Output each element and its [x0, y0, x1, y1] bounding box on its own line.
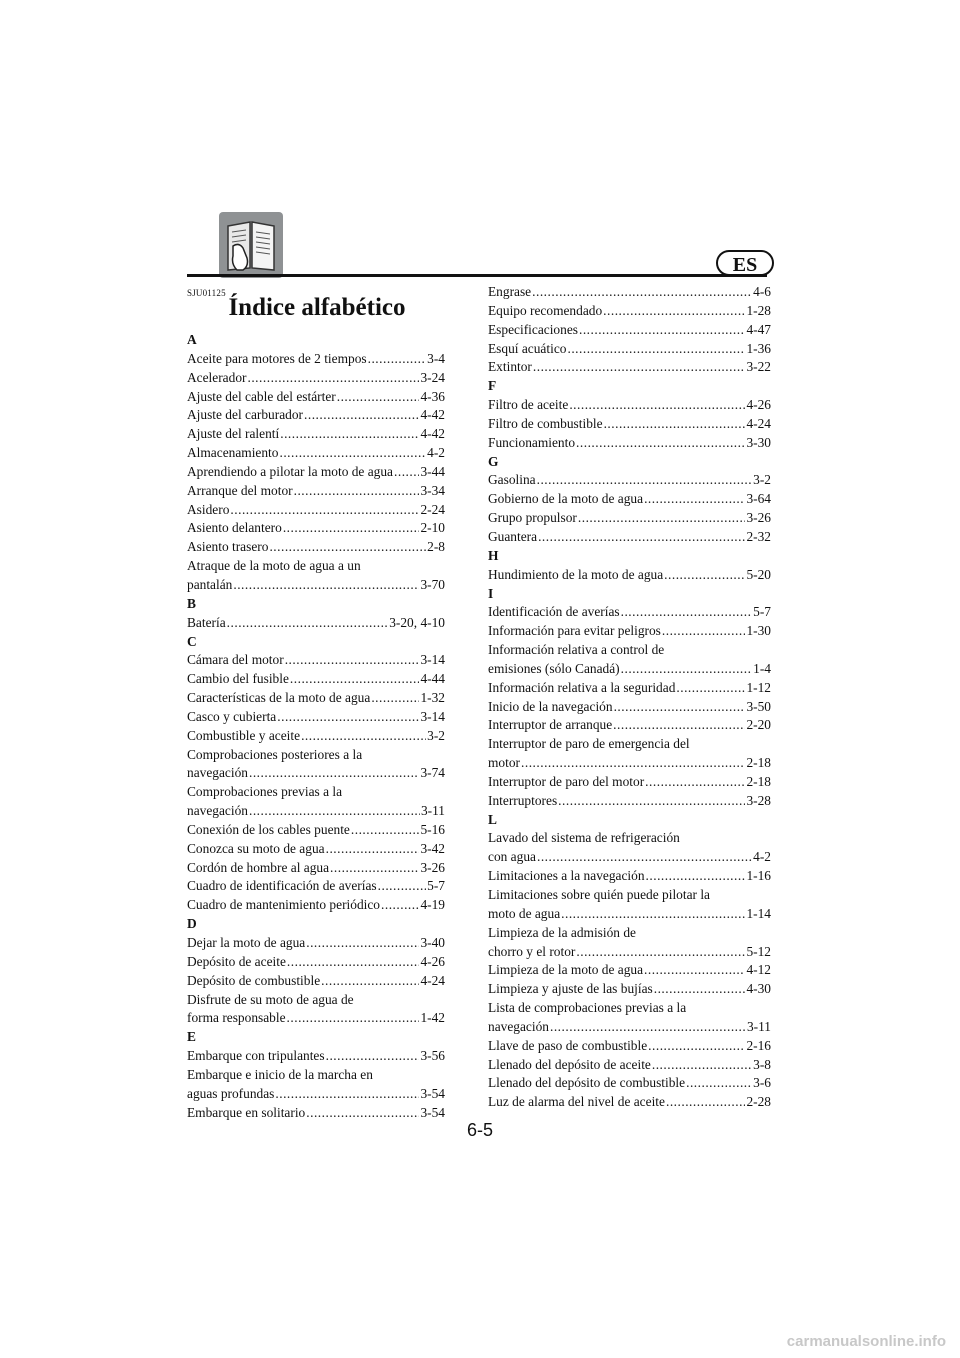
- dot-leader: [666, 1093, 745, 1112]
- index-entry-text: Limpieza y ajuste de las bujías: [488, 981, 653, 997]
- index-entry: [187, 877, 445, 896]
- dot-leader: [537, 848, 752, 867]
- index-entry-page: 4-2: [427, 445, 445, 461]
- index-entry-page: 3-28: [746, 792, 771, 808]
- index-entry-page: 5-12: [746, 943, 771, 959]
- index-entry-text: Embarque con tripulantes: [187, 1048, 325, 1064]
- index-entry: [187, 708, 445, 727]
- index-entry: [488, 528, 771, 547]
- page-title: Índice alfabético: [228, 294, 406, 321]
- index-entry-page: 3-20, 4-10: [389, 614, 445, 630]
- index-entry: [488, 905, 771, 924]
- index-entry: [187, 1009, 445, 1028]
- index-entry: [488, 302, 771, 321]
- index-entry-page: 1-16: [746, 868, 771, 884]
- index-entry: [187, 670, 445, 689]
- language-badge: ES: [716, 250, 774, 276]
- header-rule: [187, 274, 767, 277]
- dot-leader: [275, 1085, 419, 1104]
- index-entry-line: Comprobaciones previas a la: [187, 784, 343, 800]
- index-entry-line: Información relativa a control de: [488, 642, 665, 658]
- dot-leader: [533, 358, 746, 377]
- index-entry-page: 5-7: [427, 878, 445, 894]
- index-entry-line: Disfrute de su moto de agua de: [187, 991, 354, 1007]
- index-entry-text: Cambio del fusible: [187, 671, 289, 687]
- index-entry-page: 3-40: [420, 935, 445, 950]
- index-entry: [488, 848, 771, 867]
- index-entry-text: Esquí acuático: [488, 340, 567, 356]
- index-entry-page: 5-20: [746, 566, 771, 582]
- dot-leader: [621, 660, 752, 679]
- index-entry-text: Asidero: [187, 501, 230, 517]
- index-entry-text: Arranque del motor: [187, 482, 293, 498]
- index-entry: [187, 444, 445, 463]
- index-entry-text: aguas profundas: [187, 1085, 275, 1101]
- index-entry-text: navegación: [187, 803, 248, 819]
- dot-leader: [578, 509, 746, 528]
- dot-leader: [294, 482, 420, 501]
- index-entry-page: 2-8: [427, 539, 445, 555]
- index-entry-text: Hundimiento de la moto de agua: [488, 566, 664, 582]
- index-letter-heading: H: [488, 547, 499, 563]
- index-entry: [187, 840, 445, 859]
- index-entry-text: Características de la moto de agua: [187, 690, 371, 706]
- dot-leader: [537, 471, 753, 490]
- index-entry-page: 4-44: [420, 671, 445, 687]
- index-entry: [187, 614, 445, 633]
- index-entry-page: 3-44: [420, 463, 445, 479]
- index-entry-page: 1-42: [420, 1010, 445, 1026]
- index-entry-text: Dejar la moto de agua: [187, 935, 306, 950]
- index-entry: [187, 388, 445, 407]
- index-entry-text: Ajuste del ralentí: [187, 426, 280, 442]
- index-entry-text: Grupo propulsor: [488, 510, 577, 526]
- index-entry: [488, 622, 771, 641]
- index-entry-page: 2-16: [746, 1037, 771, 1053]
- index-entry-page: 4-36: [420, 388, 445, 404]
- index-entry-text: Filtro de aceite: [488, 397, 569, 413]
- index-entry-line: Limpieza de la admisión de: [488, 924, 636, 940]
- index-letter-heading: B: [187, 595, 196, 611]
- dot-leader: [337, 388, 420, 407]
- index-entry-page: 4-42: [420, 426, 445, 442]
- index-entry-page: 4-26: [420, 953, 445, 969]
- index-entry: [187, 425, 445, 444]
- index-entry: [187, 764, 445, 783]
- dot-leader: [279, 444, 426, 463]
- index-entry: [187, 350, 445, 369]
- index-entry-page: 4-24: [420, 972, 445, 988]
- index-entry-text: Interruptor de arranque: [488, 717, 613, 733]
- index-entry-line: Comprobaciones posteriores a la: [187, 746, 363, 762]
- index-entry-text: pantalán: [187, 576, 233, 592]
- manual-book-icon: [219, 212, 283, 278]
- index-entry-text: Luz de alarma del nivel de aceite: [488, 1094, 665, 1110]
- index-entry-text: Cordón de hombre al agua: [187, 859, 330, 875]
- index-entry: [488, 660, 771, 679]
- index-entry: [488, 490, 771, 509]
- index-entry-text: Limpieza de la moto de agua: [488, 962, 644, 978]
- index-entry-text: Asiento trasero: [187, 539, 269, 555]
- index-entry-page: 1-4: [753, 660, 771, 676]
- dot-leader: [569, 396, 745, 415]
- index-entry-text: Cuadro de identificación de averías: [187, 878, 377, 894]
- index-entry: [488, 283, 771, 302]
- index-entry: [187, 802, 445, 821]
- index-entry-page: 4-24: [746, 415, 771, 431]
- index-entry: [488, 698, 771, 717]
- index-entry-page: 3-34: [420, 482, 445, 498]
- index-entry-page: 3-50: [746, 698, 771, 714]
- index-entry-text: Gasolina: [488, 472, 536, 488]
- index-entry: [488, 961, 771, 980]
- index-entry: [488, 358, 771, 377]
- index-entry-page: 2-20: [746, 717, 771, 733]
- index-entry-text: Embarque en solitario: [187, 1104, 306, 1120]
- index-entry-page: 3-74: [420, 765, 445, 781]
- index-entry: [488, 471, 771, 490]
- index-entry: [187, 519, 445, 538]
- dot-leader: [321, 972, 419, 991]
- index-entry: [187, 538, 445, 557]
- dot-leader: [351, 821, 420, 840]
- index-entry: [187, 934, 445, 953]
- index-entry-text: Aprendiendo a pilotar la moto de agua: [187, 463, 393, 479]
- dot-leader: [621, 603, 753, 622]
- index-entry-page: 3-6: [753, 1075, 771, 1091]
- index-entry-text: Inicio de la navegación: [488, 698, 613, 714]
- index-entry: [488, 943, 771, 962]
- index-entry: [488, 340, 771, 359]
- index-entry-page: 3-24: [420, 369, 445, 385]
- dot-leader: [287, 953, 420, 972]
- index-entry: [187, 689, 445, 708]
- index-column-right: [488, 283, 771, 1112]
- dot-leader: [304, 406, 419, 425]
- document-code: SJU01125: [187, 288, 226, 298]
- index-entry-text: Gobierno de la moto de agua: [488, 491, 644, 507]
- index-entry-page: 4-6: [753, 284, 771, 299]
- index-entry-page: 1-32: [420, 690, 445, 706]
- index-entry-page: 2-24: [420, 501, 445, 517]
- index-entry-page: 3-2: [427, 727, 445, 743]
- index-entry: [488, 679, 771, 698]
- index-entry-text: Almacenamiento: [187, 445, 279, 461]
- index-letter-heading: A: [187, 332, 197, 347]
- index-entry-text: Ajuste del cable del estárter: [187, 388, 336, 404]
- index-entry-page: 4-19: [420, 897, 445, 913]
- index-entry-text: Cuadro de mantenimiento periódico: [187, 897, 380, 913]
- index-entry-page: 4-12: [746, 962, 771, 978]
- index-entry: [187, 576, 445, 595]
- index-entry-page: 3-14: [420, 652, 445, 668]
- dot-leader: [613, 716, 745, 735]
- index-entry: [488, 1056, 771, 1075]
- index-letter-heading: D: [187, 916, 197, 932]
- index-entry: [187, 406, 445, 425]
- index-entry-page: 3-56: [420, 1048, 445, 1064]
- index-entry: [187, 501, 445, 520]
- dot-leader: [676, 679, 745, 698]
- index-entry-page: 3-54: [420, 1085, 445, 1101]
- index-entry-text: Filtro de combustible: [488, 415, 603, 431]
- index-entry-text: Identificación de averías: [488, 604, 620, 620]
- index-entry-page: 3-70: [420, 576, 445, 592]
- index-entry-text: Interruptor de paro del motor: [488, 773, 645, 789]
- index-entry: [488, 773, 771, 792]
- index-entry-text: Llave de paso de combustible: [488, 1037, 648, 1053]
- index-entry-page: 3-8: [753, 1056, 771, 1072]
- dot-leader: [579, 321, 745, 340]
- index-entry: [187, 972, 445, 991]
- index-entry-page: 3-22: [746, 359, 771, 375]
- index-entry: [187, 369, 445, 388]
- index-entry: [187, 651, 445, 670]
- dot-leader: [654, 980, 746, 999]
- index-entry: [187, 727, 445, 746]
- dot-leader: [646, 867, 746, 886]
- index-entry: [187, 1085, 445, 1104]
- index-entry-page: 4-26: [746, 397, 771, 413]
- dot-leader: [381, 896, 419, 915]
- index-entry-line: Lista de comprobaciones previas a la: [488, 1000, 687, 1016]
- index-entry: [488, 509, 771, 528]
- index-letter-heading: I: [488, 585, 494, 601]
- index-entry-page: 1-36: [746, 340, 771, 356]
- index-entry: [187, 953, 445, 972]
- watermark: carmanualsonline.info: [786, 1333, 946, 1350]
- index-entry: [488, 1018, 771, 1037]
- index-entry-text: Limitaciones a la navegación: [488, 868, 645, 884]
- dot-leader: [603, 302, 745, 321]
- index-entry-text: Depósito de combustible: [187, 972, 321, 988]
- index-letter-heading: F: [488, 378, 497, 394]
- index-entry-page: 3-42: [420, 840, 445, 856]
- index-entry-page: 4-2: [753, 849, 771, 865]
- index-entry-line: Interruptor de paro de emergencia del: [488, 736, 690, 752]
- page-number: 6-5: [466, 1120, 493, 1140]
- index-entry-text: Conexión de los cables puente: [187, 821, 350, 837]
- index-entry: [187, 463, 445, 482]
- dot-leader: [269, 538, 426, 557]
- dot-leader: [576, 943, 745, 962]
- index-entry: [488, 396, 771, 415]
- index-entry-text: Depósito de aceite: [187, 953, 286, 969]
- index-entry: [187, 482, 445, 501]
- dot-leader: [561, 905, 745, 924]
- index-entry-page: 3-26: [746, 510, 771, 526]
- index-letter-heading: L: [488, 811, 497, 827]
- dot-leader: [280, 425, 419, 444]
- dot-leader: [290, 670, 420, 689]
- index-entry-text: Guantera: [488, 528, 538, 544]
- dot-leader: [287, 1009, 420, 1028]
- index-entry-page: 2-18: [746, 773, 771, 789]
- dot-leader: [227, 614, 389, 633]
- index-entry-page: 3-2: [753, 472, 771, 488]
- index-entry-page: 4-47: [746, 321, 771, 337]
- index-entry-text: Ajuste del carburador: [187, 407, 304, 423]
- index-entry: [488, 415, 771, 434]
- dot-leader: [368, 350, 427, 369]
- index-entry: [488, 867, 771, 886]
- index-column-left: [187, 331, 445, 1122]
- dot-leader: [249, 802, 420, 821]
- index-entry-page: 3-14: [420, 708, 445, 724]
- index-entry-text: chorro y el rotor: [488, 943, 576, 959]
- dot-leader: [604, 415, 746, 434]
- index-entry-page: 5-16: [420, 821, 445, 837]
- index-entry-page: 4-42: [420, 407, 445, 423]
- index-entry-text: Interruptores: [488, 792, 558, 808]
- index-entry: [488, 1074, 771, 1093]
- index-entry-text: motor: [488, 755, 520, 771]
- dot-leader: [521, 754, 745, 773]
- index-entry-text: Funcionamiento: [488, 434, 576, 450]
- dot-leader: [686, 1074, 752, 1093]
- index-entry-page: 3-4: [427, 350, 445, 366]
- index-entry-page: 5-7: [753, 604, 771, 620]
- index-entry-line: Lavado del sistema de refrigeración: [488, 830, 680, 846]
- index-entry-page: 1-12: [746, 679, 771, 695]
- dot-leader: [550, 1018, 746, 1037]
- index-entry-page: 3-26: [420, 859, 445, 875]
- dot-leader: [664, 566, 745, 585]
- index-entry-text: Asiento delantero: [187, 520, 282, 536]
- index-entry-text: Especificaciones: [488, 321, 578, 337]
- dot-leader: [576, 434, 745, 453]
- dot-leader: [285, 651, 420, 670]
- index-entry-page: 3-30: [746, 434, 771, 450]
- index-entry: [488, 716, 771, 735]
- index-entry: [488, 1037, 771, 1056]
- index-entry-text: Información para evitar peligros: [488, 623, 661, 639]
- index-entry: [488, 434, 771, 453]
- index-entry-line: Atraque de la moto de agua a un: [187, 558, 361, 574]
- index-entry-text: Conozca su moto de agua: [187, 840, 325, 856]
- index-entry-text: con agua: [488, 849, 536, 865]
- index-entry: [187, 896, 445, 915]
- dot-leader: [301, 727, 426, 746]
- index-entry-page: 3-64: [746, 491, 771, 507]
- index-entry-page: 4-30: [746, 981, 771, 997]
- index-entry: [187, 821, 445, 840]
- index-entry-text: Equipo recomendado: [488, 302, 603, 318]
- index-letter-heading: E: [187, 1029, 196, 1045]
- index-entry-page: 3-11: [746, 1018, 771, 1034]
- dot-leader: [532, 283, 752, 302]
- dot-leader: [644, 490, 745, 509]
- dot-leader: [326, 840, 420, 859]
- index-entry-text: Aceite para motores de 2 tiempos: [187, 350, 367, 366]
- index-entry: [488, 980, 771, 999]
- index-entry-line: Embarque e inicio de la marcha en: [187, 1066, 373, 1082]
- index-entry-text: navegación: [488, 1018, 549, 1034]
- index-entry-page: 2-18: [746, 755, 771, 771]
- index-entry: [187, 1047, 445, 1066]
- index-entry: [488, 566, 771, 585]
- index-entry-text: forma responsable: [187, 1010, 286, 1026]
- dot-leader: [277, 708, 419, 727]
- dot-leader: [652, 1056, 752, 1075]
- dot-leader: [306, 934, 419, 953]
- index-entry-page: 2-10: [420, 520, 445, 536]
- index-entry-page: 1-28: [746, 302, 771, 318]
- index-entry: [488, 1093, 771, 1112]
- index-entry-line: Limitaciones sobre quién puede pilotar la: [488, 887, 710, 902]
- dot-leader: [558, 792, 745, 811]
- index-entry-text: Información relativa a la seguridad: [488, 679, 676, 695]
- index-entry-text: emisiones (sólo Canadá): [488, 660, 620, 676]
- dot-leader: [283, 519, 420, 538]
- dot-leader: [330, 859, 419, 878]
- dot-leader: [394, 463, 419, 482]
- dot-leader: [538, 528, 745, 547]
- index-entry-page: 2-32: [746, 528, 771, 544]
- index-entry-page: 3-11: [420, 803, 445, 819]
- index-entry-text: Casco y cubierta: [187, 708, 277, 724]
- index-entry: [488, 792, 771, 811]
- index-entry-text: navegación: [187, 765, 248, 781]
- dot-leader: [662, 622, 746, 641]
- index-entry-text: moto de agua: [488, 905, 561, 921]
- index-entry-text: Batería: [187, 614, 226, 630]
- index-entry: [488, 603, 771, 622]
- dot-leader: [326, 1047, 420, 1066]
- index-entry-text: Extintor: [488, 359, 532, 375]
- index-entry-text: Cámara del motor: [187, 652, 284, 668]
- dot-leader: [249, 764, 419, 783]
- dot-leader: [644, 961, 745, 980]
- index-letter-heading: G: [488, 453, 499, 469]
- index-entry-text: Engrase: [488, 284, 532, 299]
- index-entry-text: Llenado del depósito de combustible: [488, 1075, 686, 1091]
- index-entry: [187, 859, 445, 878]
- dot-leader: [614, 698, 746, 717]
- dot-leader: [645, 773, 745, 792]
- index-entry-page: 2-28: [746, 1094, 771, 1110]
- dot-leader: [567, 340, 745, 359]
- index-entry: [488, 321, 771, 340]
- dot-leader: [648, 1037, 745, 1056]
- index-entry-text: Acelerador: [187, 369, 247, 385]
- dot-leader: [233, 576, 419, 595]
- dot-leader: [230, 501, 419, 520]
- index-entry-text: Combustible y aceite: [187, 727, 301, 743]
- index-entry-text: Llenado del depósito de aceite: [488, 1056, 651, 1072]
- dot-leader: [371, 689, 419, 708]
- index-entry-page: 1-30: [746, 623, 771, 639]
- dot-leader: [378, 877, 427, 896]
- index-entry: [488, 754, 771, 773]
- index-entry-page: 1-14: [746, 905, 771, 921]
- index-letter-heading: C: [187, 633, 197, 649]
- index-entry-page: 3-54: [420, 1104, 445, 1120]
- dot-leader: [247, 369, 419, 388]
